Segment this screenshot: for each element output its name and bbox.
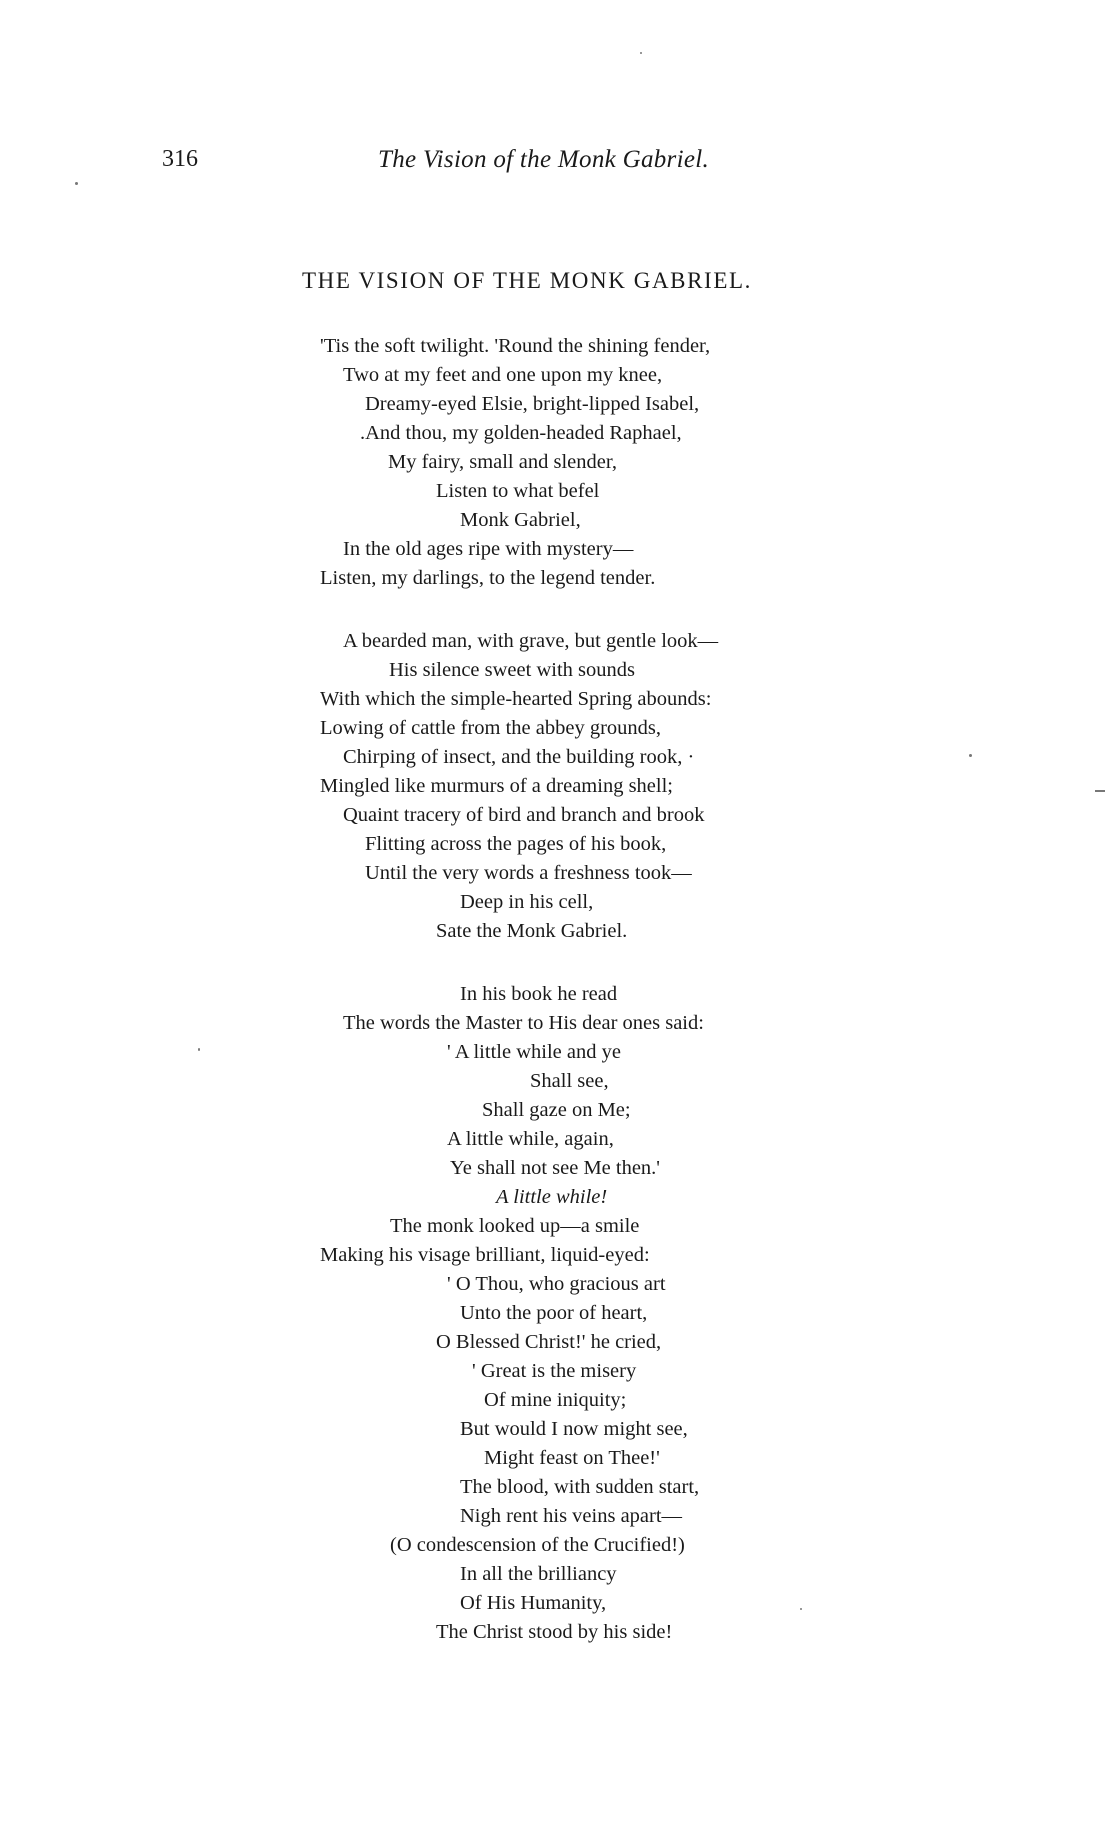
- poem-line: Mingled like murmurs of a dreaming shell;: [320, 775, 673, 797]
- scan-speck: [1095, 790, 1105, 792]
- poem-line: Monk Gabriel,: [460, 509, 581, 531]
- poem-line: Chirping of insect, and the building rook, ·: [343, 746, 695, 768]
- poem-line: (O condescension of the Crucified!): [390, 1534, 685, 1556]
- poem-line: Lowing of cattle from the abbey grounds,: [320, 717, 662, 739]
- poem-line: But would I now might see,: [460, 1418, 688, 1440]
- poem-line: Deep in his cell,: [460, 891, 594, 913]
- scan-speck: [640, 52, 642, 54]
- poem-line: A little while!: [496, 1186, 608, 1208]
- poem-line: The words the Master to His dear ones said:: [343, 1012, 704, 1034]
- poem-line: Of mine iniquity;: [484, 1389, 627, 1411]
- stanza: [0, 332, 1120, 593]
- poem-line: Unto the poor of heart,: [460, 1302, 648, 1324]
- poem-line: My fairy, small and slender,: [388, 451, 617, 473]
- poem-line: In all the brilliancy: [460, 1563, 617, 1585]
- poem-line: 'Tis the soft twilight. 'Round the shining fender,: [320, 335, 711, 357]
- stanza: [0, 980, 1120, 1647]
- poem-line: Flitting across the pages of his book,: [365, 833, 667, 855]
- page-number: 316: [162, 146, 198, 172]
- poem-line: The Christ stood by his side!: [436, 1621, 673, 1643]
- scan-speck: [969, 754, 972, 757]
- poem-line: The blood, with sudden start,: [460, 1476, 700, 1498]
- poem-line: Sate the Monk Gabriel.: [436, 920, 628, 942]
- poem-line: ' O Thou, who gracious art: [447, 1273, 666, 1295]
- poem-line: Ye shall not see Me then.': [450, 1157, 661, 1179]
- poem-line: Listen, my darlings, to the legend tender.: [320, 567, 656, 589]
- poem-line: Listen to what befel: [436, 480, 600, 502]
- poem-line: Of His Humanity,: [460, 1592, 607, 1614]
- scan-speck: [75, 182, 78, 185]
- scan-speck: [198, 1048, 200, 1051]
- poem-line: Making his visage brilliant, liquid-eyed:: [320, 1244, 650, 1266]
- scan-speck: [800, 1608, 802, 1610]
- poem-line: O Blessed Christ!' he cried,: [436, 1331, 662, 1353]
- poem-line: In the old ages ripe with mystery—: [343, 538, 634, 560]
- poem-line: A little while, again,: [447, 1128, 614, 1150]
- poem-body: [0, 332, 1120, 1681]
- poem-line: Might feast on Thee!': [484, 1447, 660, 1469]
- running-title: The Vision of the Monk Gabriel.: [378, 146, 710, 173]
- poem-line: Shall gaze on Me;: [482, 1099, 631, 1121]
- poem-line: Two at my feet and one upon my knee,: [343, 364, 663, 386]
- poem-line: In his book he read: [460, 983, 618, 1005]
- poem-line: A bearded man, with grave, but gentle look—: [343, 630, 719, 652]
- poem-line: The monk looked up—a smile: [390, 1215, 640, 1237]
- poem-line: Dreamy-eyed Elsie, bright-lipped Isabel,: [365, 393, 700, 415]
- stanza: [0, 627, 1120, 946]
- poem-line: .And thou, my golden-headed Raphael,: [360, 422, 682, 444]
- poem-line: Nigh rent his veins apart—: [460, 1505, 683, 1527]
- poem-line: ' A little while and ye: [447, 1041, 621, 1063]
- poem-line: Until the very words a freshness took—: [365, 862, 692, 884]
- poem-line: With which the simple-hearted Spring abounds:: [320, 688, 712, 710]
- poem-line: His silence sweet with sounds: [389, 659, 635, 681]
- poem-line: ' Great is the misery: [472, 1360, 637, 1382]
- page-header: [0, 146, 1120, 186]
- poem-title: THE VISION OF THE MONK GABRIEL.: [302, 268, 752, 293]
- poem-line: Shall see,: [530, 1070, 609, 1092]
- poem-line: Quaint tracery of bird and branch and brook: [343, 804, 705, 826]
